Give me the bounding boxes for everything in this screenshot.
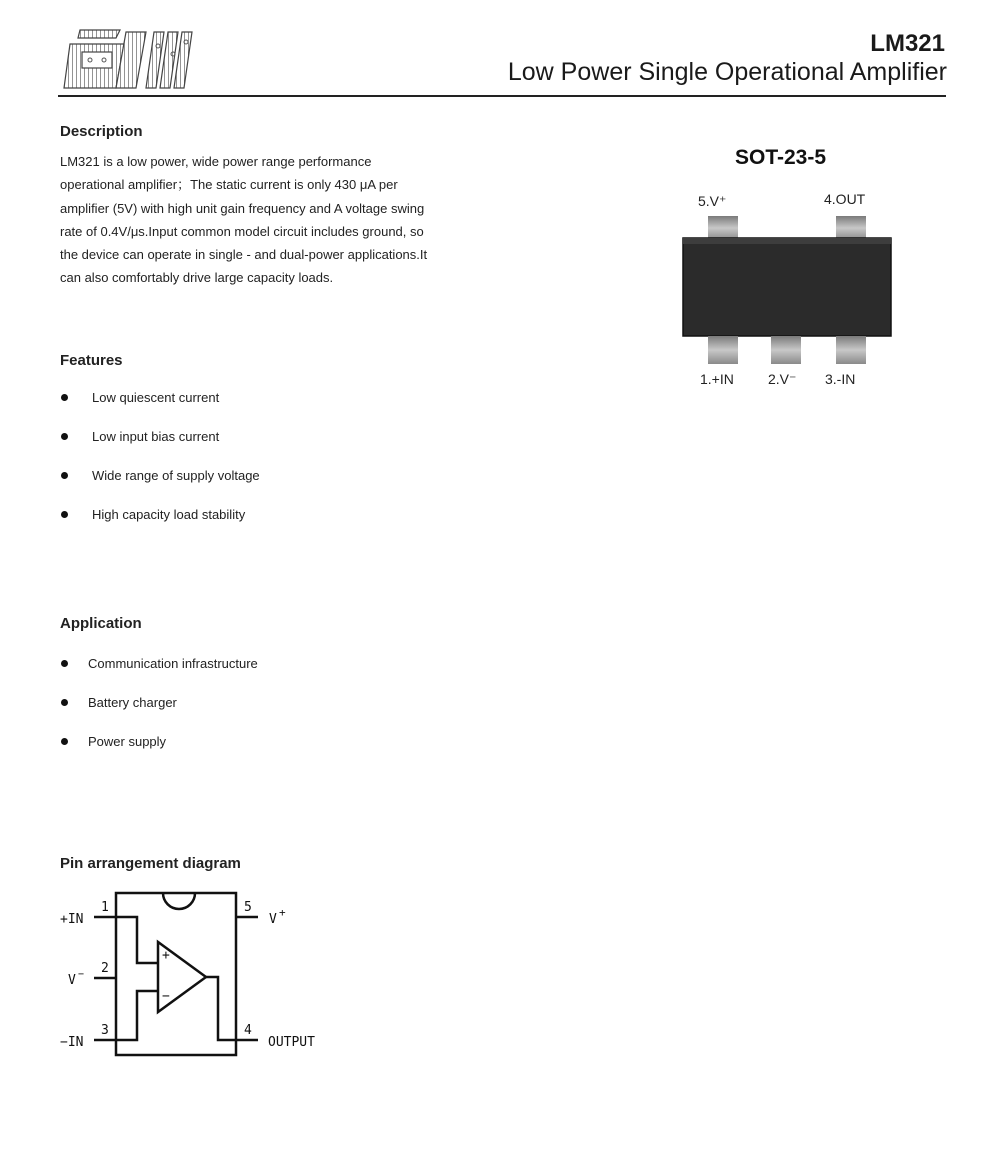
lead-pin1 — [708, 336, 738, 364]
description-line: LM321 is a low power, wide power range performance — [60, 154, 372, 169]
description-line: the device can operate in single - and dual-power applications.It — [60, 247, 428, 263]
pin-number-1: 1 — [101, 900, 109, 915]
feature-item: Low quiescent current — [92, 390, 220, 405]
label-v-plus: V — [269, 912, 277, 927]
pin5-label: 5.V⁺ — [698, 193, 727, 209]
label-plus-in: +IN — [60, 912, 84, 927]
company-logo — [60, 26, 195, 92]
sot23-package-drawing — [680, 186, 900, 396]
document-subtitle: Low Power Single Operational Amplifier — [507, 58, 947, 86]
lead-pin3 — [836, 336, 866, 364]
feature-item: Wide range of supply voltage — [92, 468, 260, 483]
pin-number-5: 5 — [244, 900, 252, 915]
ic-notch — [163, 893, 195, 909]
bullet-icon — [61, 660, 68, 667]
pin3-label: 3.-IN — [825, 371, 856, 387]
bullet-icon — [61, 433, 68, 440]
opamp-plus-sign: + — [162, 948, 170, 963]
feature-item: Low input bias current — [92, 429, 220, 444]
label-output: OUTPUT — [268, 1035, 315, 1050]
feature-item: High capacity load stability — [92, 507, 246, 522]
description-line: amplifier (5V) with high unit gain frequency and A voltage swing — [60, 200, 425, 216]
pin2-label: 2.V⁻ — [768, 371, 797, 387]
pin-number-3: 3 — [101, 1023, 109, 1038]
application-item: Power supply — [88, 734, 167, 749]
package-title: SOT-23-5 — [735, 146, 827, 169]
pin-number-4: 4 — [244, 1023, 252, 1038]
application-item: Battery charger — [88, 695, 177, 710]
description-line: rate of 0.4V/μs.Input common model circuit includes ground, so — [60, 223, 424, 239]
pin-arrangement-diagram — [58, 885, 348, 1065]
bullet-icon — [61, 738, 68, 745]
pin-diagram-heading: Pin arrangement diagram — [60, 855, 241, 872]
pin4-label: 4.OUT — [824, 191, 866, 207]
bullet-icon — [61, 394, 68, 401]
bullet-icon — [61, 472, 68, 479]
application-heading: Application — [60, 615, 142, 632]
bullet-icon — [61, 511, 68, 518]
lead-pin4 — [836, 216, 866, 240]
label-v-minus-superscript: − — [78, 969, 85, 980]
label-minus-in: −IN — [60, 1035, 84, 1050]
label-v-plus-superscript: + — [279, 906, 286, 919]
label-v-minus: V — [68, 973, 76, 988]
pin-number-2: 2 — [101, 961, 109, 976]
description-body — [60, 150, 560, 290]
description-heading: Description — [60, 123, 143, 140]
bullet-icon — [61, 699, 68, 706]
opamp-minus-sign: − — [162, 989, 170, 1004]
header-divider — [58, 95, 946, 97]
part-number-title: LM321 — [870, 30, 945, 57]
lead-pin5 — [708, 216, 738, 240]
package-top-edge — [683, 238, 891, 244]
features-heading: Features — [60, 352, 123, 369]
pin1-label: 1.+IN — [700, 371, 734, 387]
lead-pin2 — [771, 336, 801, 364]
description-line: operational amplifier；The static current is only 430 μA per — [60, 177, 398, 193]
application-item: Communication infrastructure — [88, 656, 258, 671]
package-body — [683, 238, 891, 336]
description-line: can also comfortably drive large capacity loads. — [60, 270, 334, 286]
